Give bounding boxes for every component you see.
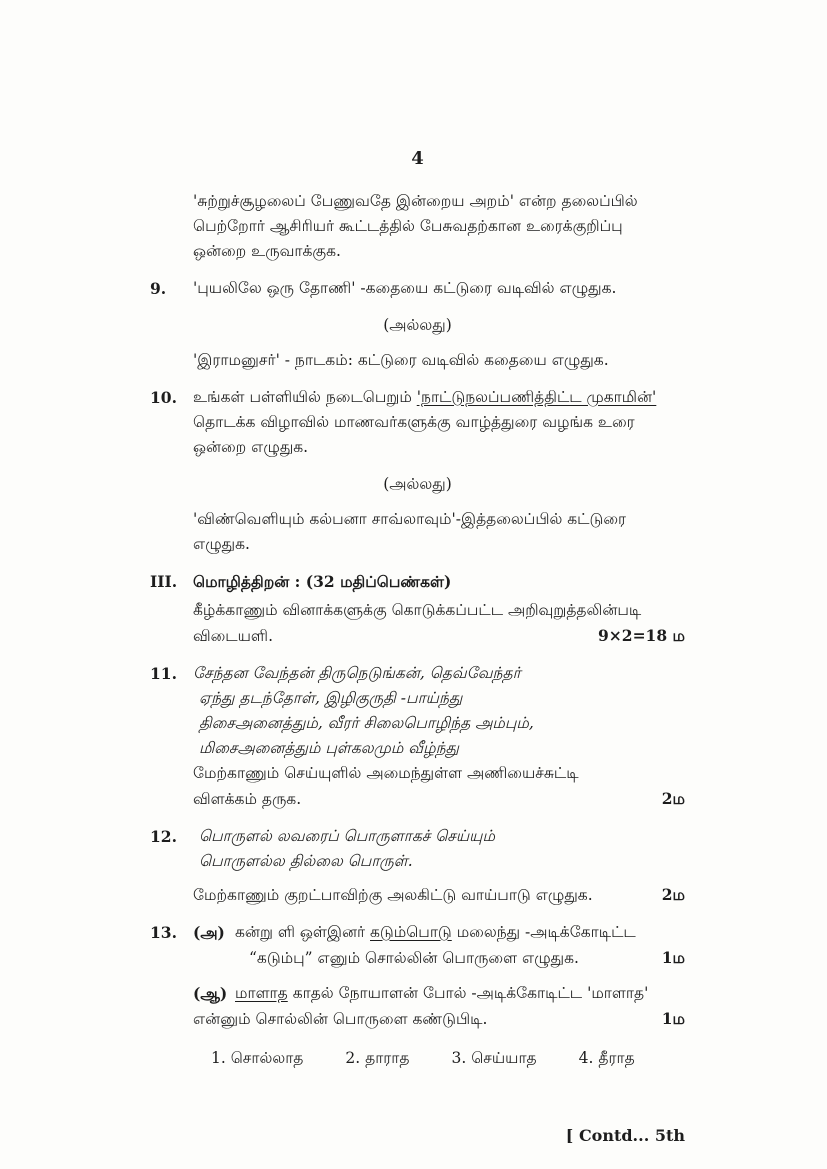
question-10-alternative: 'விண்வெளியும் கல்பனா சாவ்லாவும்'-இத்தலைப்பில் கட்டுரை எழுதுக.: [193, 510, 627, 553]
poem-line: ஏந்து தடந்தோள், இழிகுருதி -பாய்ந்து: [199, 689, 463, 707]
marks-label: 1ம: [661, 948, 685, 967]
question-number: 10.: [150, 388, 177, 407]
question-9-alternative: 'இராமனுசர்' - நாடகம்: கட்டுரை வடிவில் கதையை எழுதுக.: [193, 351, 609, 369]
text-segment: மேற்காணும் குறட்பாவிற்கு அலகிட்டு வாய்பாடு எழுதுக.: [193, 886, 593, 904]
section-3-instruction: [193, 598, 685, 649]
text-segment: விளக்கம் தருக.: [193, 790, 302, 808]
marks-label: 9×2=18 ம: [598, 626, 685, 645]
part-a-line2: [249, 945, 685, 971]
part-text: [235, 981, 648, 1006]
text-segment: என்னும் சொல்லின் பொருளை கண்டுபிடி.: [193, 1010, 488, 1028]
task-line: [193, 786, 685, 812]
option-2: 2. தாராத: [345, 1049, 410, 1067]
question-number: 9.: [150, 279, 167, 298]
marks-label: 1ம: [661, 1009, 685, 1028]
paragraph-line: பெற்றோர் ஆசிரியர் கூட்டத்தில் பேசுவதற்கான உரைக்குறிப்பு: [193, 217, 623, 235]
question-8-continuation: [193, 189, 685, 264]
question-text: [193, 920, 685, 1071]
part-a-line1: [193, 920, 685, 945]
text-segment: “கடும்பு” எனும் சொல்லின் பொருளை எழுதுக.: [249, 949, 579, 967]
or-separator: (அல்லது): [383, 316, 452, 334]
poem-line: சேந்தன வேந்தன் திருநெடுங்கன், தெவ்வேந்தர்: [193, 664, 521, 682]
question-line: தொடக்க விழாவில் மாணவர்களுக்கு வாழ்த்துரை வழங்க உரை: [193, 413, 635, 431]
task-line: [193, 882, 685, 908]
question-12: [150, 824, 685, 908]
question-text: [193, 824, 685, 908]
marks-label: 2ம: [661, 885, 685, 904]
section-roman-numeral: III.: [150, 572, 178, 591]
question-number: 13.: [150, 923, 177, 942]
marks-label: 2ம: [661, 789, 685, 808]
text-segment: மலைந்து -அடிக்கோடிட்ட: [451, 923, 636, 941]
question-9: [150, 276, 685, 301]
question-number: 11.: [150, 664, 177, 683]
option-4: 4. தீராத: [578, 1049, 635, 1067]
paragraph-line: 'சுற்றுச்சூழலைப் பேணுவதே இன்றைய அறம்' என்ற தலைப்பில்: [193, 192, 638, 210]
section-3-heading: [150, 569, 685, 594]
paragraph-line: ஒன்றை உருவாக்குக.: [193, 242, 341, 260]
part-b-line1: [193, 981, 685, 1006]
poem-line: பொருளல் லவரைப் பொருளாகச் செய்யும்: [199, 827, 495, 845]
question-line: [193, 385, 685, 410]
text-segment: விடையளி.: [193, 627, 273, 645]
text-segment: காதல் நோயாளன் போல் -அடிக்கோடிட்ட 'மாளாத': [287, 984, 649, 1002]
instruction-line: [193, 623, 685, 649]
text-segment: உங்கள் பள்ளியில் நடைபெறும்: [193, 388, 417, 406]
task-line: மேற்காணும் செய்யுளில் அமைந்துள்ள அணியைச்சுட்டி: [193, 764, 579, 782]
part-b-line2: [193, 1006, 685, 1032]
underlined-text: மாளாத: [235, 984, 288, 1002]
instruction-line: கீழ்க்காணும் வினாக்களுக்கு கொடுக்கப்பட்ட அறிவுறுத்தலின்படி: [193, 601, 642, 619]
section-title: மொழித்திறன் : (32 மதிப்பெண்கள்): [193, 572, 452, 591]
part-text: [235, 920, 636, 945]
question-number: 12.: [150, 827, 177, 846]
question-11: [150, 661, 685, 812]
part-label: (ஆ): [193, 984, 228, 1003]
underlined-text: 'நாட்டுநலப்பணித்திட்ட முகாமின்': [416, 388, 657, 406]
continued-note: [ Contd... 5th: [565, 1126, 685, 1145]
answer-options: [211, 1046, 685, 1071]
option-1: 1. சொல்லாத: [211, 1049, 304, 1067]
option-3: 3. செய்யாத: [451, 1049, 537, 1067]
poem-line: திசைஅனைத்தும், வீரர் சிலைபொழிந்த அம்பும்,: [199, 714, 534, 732]
part-label: (அ): [193, 923, 225, 942]
question-13: [150, 920, 685, 1071]
underlined-text: கடும்பொடு: [370, 923, 452, 941]
question-text: [193, 385, 685, 460]
question-line: ஒன்றை எழுதுக.: [193, 438, 309, 456]
or-separator: (அல்லது): [383, 475, 452, 493]
page-number: 4: [411, 148, 424, 169]
question-13-part-b: [193, 981, 685, 1032]
question-text: 'புயலிலே ஒரு தோணி' -கதையை கட்டுரை வடிவில் எழுதுக.: [193, 279, 617, 297]
question-13-part-a: [193, 920, 685, 971]
poem-line: பொருளல்ல தில்லை பொருள்.: [199, 852, 413, 870]
poem-line: மிசைஅனைத்தும் புள்கலமும் வீழ்ந்து: [199, 739, 459, 757]
text-segment: கன்று ளி ஒள்இனர்: [235, 923, 370, 941]
question-text: [193, 661, 685, 812]
question-10: [150, 385, 685, 460]
